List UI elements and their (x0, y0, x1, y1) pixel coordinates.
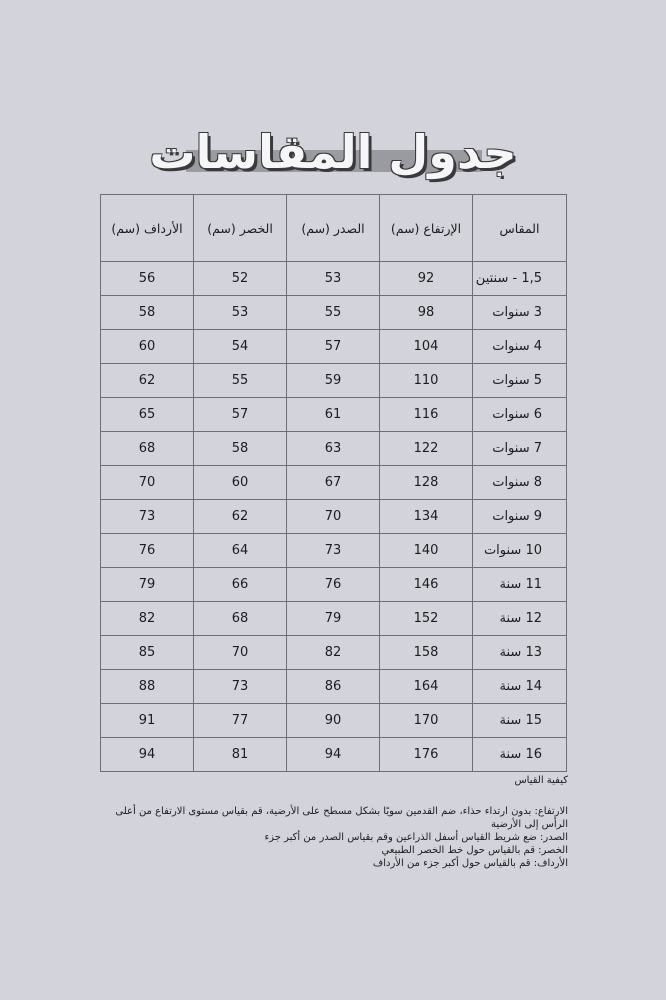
note-hips: الأرداف: قم بالقياس حول أكبر جزء من الأرداف (372, 858, 568, 869)
cell-hips: 70 (101, 466, 194, 500)
measurement-instructions (104, 805, 568, 870)
cell-size: 5 سنوات (473, 364, 567, 398)
cell-chest: 70 (287, 500, 380, 534)
cell-height: 110 (380, 364, 473, 398)
cell-hips: 58 (101, 296, 194, 330)
cell-height: 152 (380, 602, 473, 636)
cell-chest: 82 (287, 636, 380, 670)
note-waist: الخصر: قم بالقياس حول خط الخصر الطبيعي (381, 845, 568, 856)
cell-waist: 55 (194, 364, 287, 398)
table-row (101, 738, 567, 772)
table-row (101, 364, 567, 398)
cell-hips: 94 (101, 738, 194, 772)
table-row (101, 262, 567, 296)
cell-hips: 76 (101, 534, 194, 568)
cell-chest: 67 (287, 466, 380, 500)
cell-waist: 52 (194, 262, 287, 296)
cell-size: 10 سنوات (473, 534, 567, 568)
table-header-row (101, 195, 567, 262)
cell-size: 11 سنة (473, 568, 567, 602)
header-hips: الأرداف (سم) (101, 195, 194, 262)
cell-size: 3 سنوات (473, 296, 567, 330)
cell-height: 134 (380, 500, 473, 534)
cell-height: 116 (380, 398, 473, 432)
cell-hips: 62 (101, 364, 194, 398)
cell-hips: 79 (101, 568, 194, 602)
cell-waist: 66 (194, 568, 287, 602)
cell-hips: 82 (101, 602, 194, 636)
cell-hips: 91 (101, 704, 194, 738)
cell-waist: 54 (194, 330, 287, 364)
page-title: جدول المقاسات (149, 125, 517, 179)
header-chest: الصدر (سم) (287, 195, 380, 262)
cell-size: 1,5 - سنتين (473, 262, 567, 296)
cell-height: 128 (380, 466, 473, 500)
cell-height: 104 (380, 330, 473, 364)
cell-chest: 76 (287, 568, 380, 602)
note-chest: الصدر: ضع شريط القياس أسفل الذراعين وقم بقياس الصدر من أكبر جزء (264, 832, 568, 843)
table-row (101, 602, 567, 636)
cell-size: 12 سنة (473, 602, 567, 636)
cell-height: 176 (380, 738, 473, 772)
table-row (101, 704, 567, 738)
cell-chest: 57 (287, 330, 380, 364)
cell-waist: 68 (194, 602, 287, 636)
table-row (101, 432, 567, 466)
cell-waist: 81 (194, 738, 287, 772)
cell-waist: 77 (194, 704, 287, 738)
table-row (101, 330, 567, 364)
cell-hips: 56 (101, 262, 194, 296)
cell-size: 4 سنوات (473, 330, 567, 364)
cell-chest: 53 (287, 262, 380, 296)
table-row (101, 500, 567, 534)
cell-chest: 55 (287, 296, 380, 330)
cell-chest: 90 (287, 704, 380, 738)
cell-hips: 60 (101, 330, 194, 364)
cell-hips: 85 (101, 636, 194, 670)
header-waist: الخصر (سم) (194, 195, 287, 262)
size-chart-table (100, 194, 567, 772)
table-row (101, 568, 567, 602)
cell-size: 7 سنوات (473, 432, 567, 466)
cell-chest: 94 (287, 738, 380, 772)
cell-chest: 73 (287, 534, 380, 568)
cell-height: 122 (380, 432, 473, 466)
cell-height: 158 (380, 636, 473, 670)
table-row (101, 296, 567, 330)
header-size: المقاس (473, 195, 567, 262)
cell-waist: 60 (194, 466, 287, 500)
header-height: الإرتفاع (سم) (380, 195, 473, 262)
cell-size: 16 سنة (473, 738, 567, 772)
cell-height: 98 (380, 296, 473, 330)
cell-waist: 57 (194, 398, 287, 432)
table-row (101, 534, 567, 568)
cell-chest: 79 (287, 602, 380, 636)
cell-waist: 73 (194, 670, 287, 704)
cell-height: 146 (380, 568, 473, 602)
cell-waist: 53 (194, 296, 287, 330)
cell-height: 92 (380, 262, 473, 296)
title-block (0, 122, 666, 182)
cell-height: 170 (380, 704, 473, 738)
cell-chest: 86 (287, 670, 380, 704)
cell-size: 15 سنة (473, 704, 567, 738)
note-height: الارتفاع: بدون ارتداء حذاء، ضم القدمين سويًا بشكل مسطح على الأرضية، قم بقياس مستوى الارتفاع من أعلى الرأس إلى الأرضية (115, 806, 568, 830)
cell-hips: 88 (101, 670, 194, 704)
table-row (101, 670, 567, 704)
cell-waist: 62 (194, 500, 287, 534)
table-row (101, 398, 567, 432)
cell-chest: 59 (287, 364, 380, 398)
cell-waist: 64 (194, 534, 287, 568)
cell-chest: 63 (287, 432, 380, 466)
table-row (101, 636, 567, 670)
cell-size: 14 سنة (473, 670, 567, 704)
cell-waist: 70 (194, 636, 287, 670)
cell-hips: 73 (101, 500, 194, 534)
cell-size: 13 سنة (473, 636, 567, 670)
table-row (101, 466, 567, 500)
cell-size: 9 سنوات (473, 500, 567, 534)
cell-hips: 68 (101, 432, 194, 466)
table-body (101, 262, 567, 772)
cell-hips: 65 (101, 398, 194, 432)
cell-chest: 61 (287, 398, 380, 432)
notes-heading: كيفية القياس (514, 775, 568, 786)
cell-waist: 58 (194, 432, 287, 466)
cell-height: 140 (380, 534, 473, 568)
cell-size: 8 سنوات (473, 466, 567, 500)
cell-size: 6 سنوات (473, 398, 567, 432)
cell-height: 164 (380, 670, 473, 704)
